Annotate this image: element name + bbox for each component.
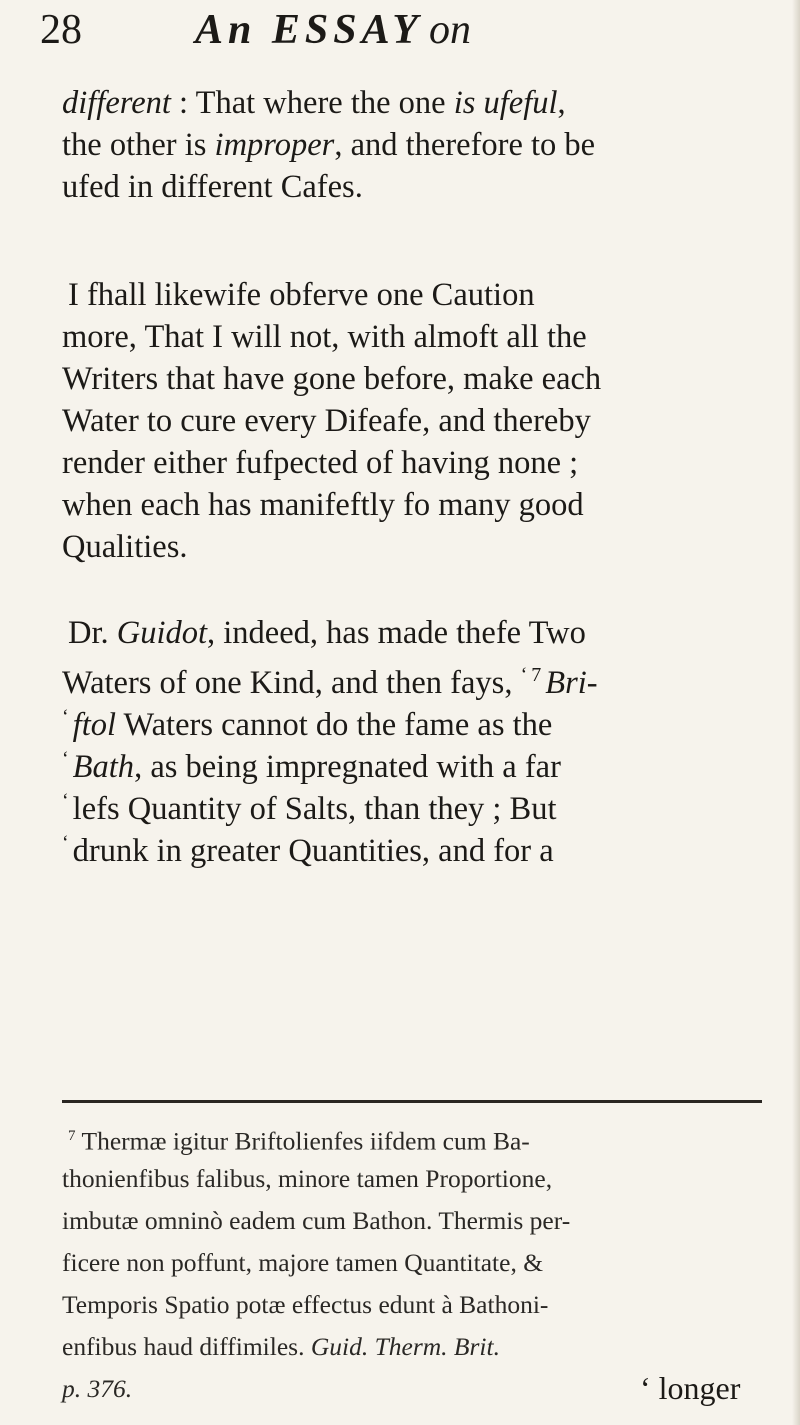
text-line: more, That I will not, with almoft all the xyxy=(62,319,587,355)
footnote-line xyxy=(62,1330,762,1372)
text-line: Qualities. xyxy=(62,529,188,565)
text-span: , as being impregnated with a far xyxy=(134,748,561,785)
page-edge xyxy=(792,0,800,1425)
text-span: , xyxy=(557,85,566,121)
text-span: , indeed, has made thefe Two xyxy=(207,615,586,651)
quote-mark: ‘ xyxy=(520,664,528,686)
text-span: enfibus haud diffimiles. xyxy=(62,1332,311,1361)
page-header xyxy=(40,6,760,76)
italic-word: ftol xyxy=(72,706,117,743)
text-line xyxy=(62,82,762,124)
text-line xyxy=(62,738,762,785)
italic-word: improper xyxy=(214,127,335,163)
citation-page: p. 376. xyxy=(62,1374,133,1403)
footnote-line: thonienfibus falibus, minore tamen Proportione, xyxy=(62,1164,553,1193)
catchword: ‘ longer xyxy=(640,1370,741,1406)
text-line xyxy=(62,612,762,654)
italic-word: different xyxy=(62,85,171,121)
footnote-mark: 7 xyxy=(68,1128,76,1144)
page-number: 28 xyxy=(40,7,82,53)
italic-word: Bri- xyxy=(545,664,598,701)
paragraph-gap xyxy=(62,568,762,612)
running-title-main: An ESSAY xyxy=(195,7,423,53)
footnote-line: ficere non poffunt, majore tamen Quantitate, & xyxy=(62,1248,544,1277)
italic-word: ufeful xyxy=(483,85,558,121)
text-line: ufed in different Cafes. xyxy=(62,169,363,205)
text-line xyxy=(62,654,762,701)
footnote-line: imbutæ omninò eadem cum Bathon. Thermis per- xyxy=(62,1206,571,1235)
text-line: render either fufpected of having none ; xyxy=(62,445,579,481)
text-span: : That where the one xyxy=(170,85,454,121)
footnote-rule xyxy=(62,1100,762,1103)
quote-mark: ‘ xyxy=(62,832,69,854)
text-line: I fhall likewife obferve one Caution xyxy=(68,277,535,313)
text-line xyxy=(62,780,762,827)
text-span: Dr. xyxy=(68,615,117,651)
quote-mark: ‘ xyxy=(62,790,69,812)
text-span xyxy=(475,85,483,121)
italic-word: is xyxy=(453,85,476,121)
italic-word: Bath xyxy=(72,748,135,785)
text-line xyxy=(62,124,762,166)
text-span: Waters cannot do the fame as the xyxy=(116,706,553,743)
footnote-line: Temporis Spatio potæ effectus edunt à Bathoni- xyxy=(62,1290,549,1319)
footnote-ref: 7 xyxy=(531,664,542,686)
text-line: Writers that have gone before, make each xyxy=(62,361,602,397)
citation: Guid. Therm. Brit. xyxy=(310,1332,500,1361)
quote-mark: ‘ xyxy=(62,748,69,770)
body-text xyxy=(62,82,762,869)
text-span: the other is xyxy=(62,127,215,163)
text-line: Water to cure every Difeafe, and thereby xyxy=(62,403,591,439)
running-title xyxy=(195,6,471,54)
text-span: lefs Quantity of Salts, than they ; But xyxy=(72,790,557,827)
text-span: Waters of one Kind, and then fays, xyxy=(62,664,521,701)
italic-word: Guidot xyxy=(116,615,208,651)
text-span: Thermæ igitur Briftolienfes iifdem cum Ba- xyxy=(81,1126,530,1156)
text-span: , and therefore to be xyxy=(334,127,596,163)
quote-mark: ‘ xyxy=(62,706,69,728)
footnote-line xyxy=(62,1120,762,1162)
text-span: drunk in greater Quantities, and for a xyxy=(72,832,554,869)
text-line xyxy=(62,822,762,869)
text-line xyxy=(62,696,762,743)
paragraph-gap xyxy=(62,208,762,274)
text-line: when each has manifeftly fo many good xyxy=(62,487,584,523)
running-title-suffix: on xyxy=(428,7,471,53)
